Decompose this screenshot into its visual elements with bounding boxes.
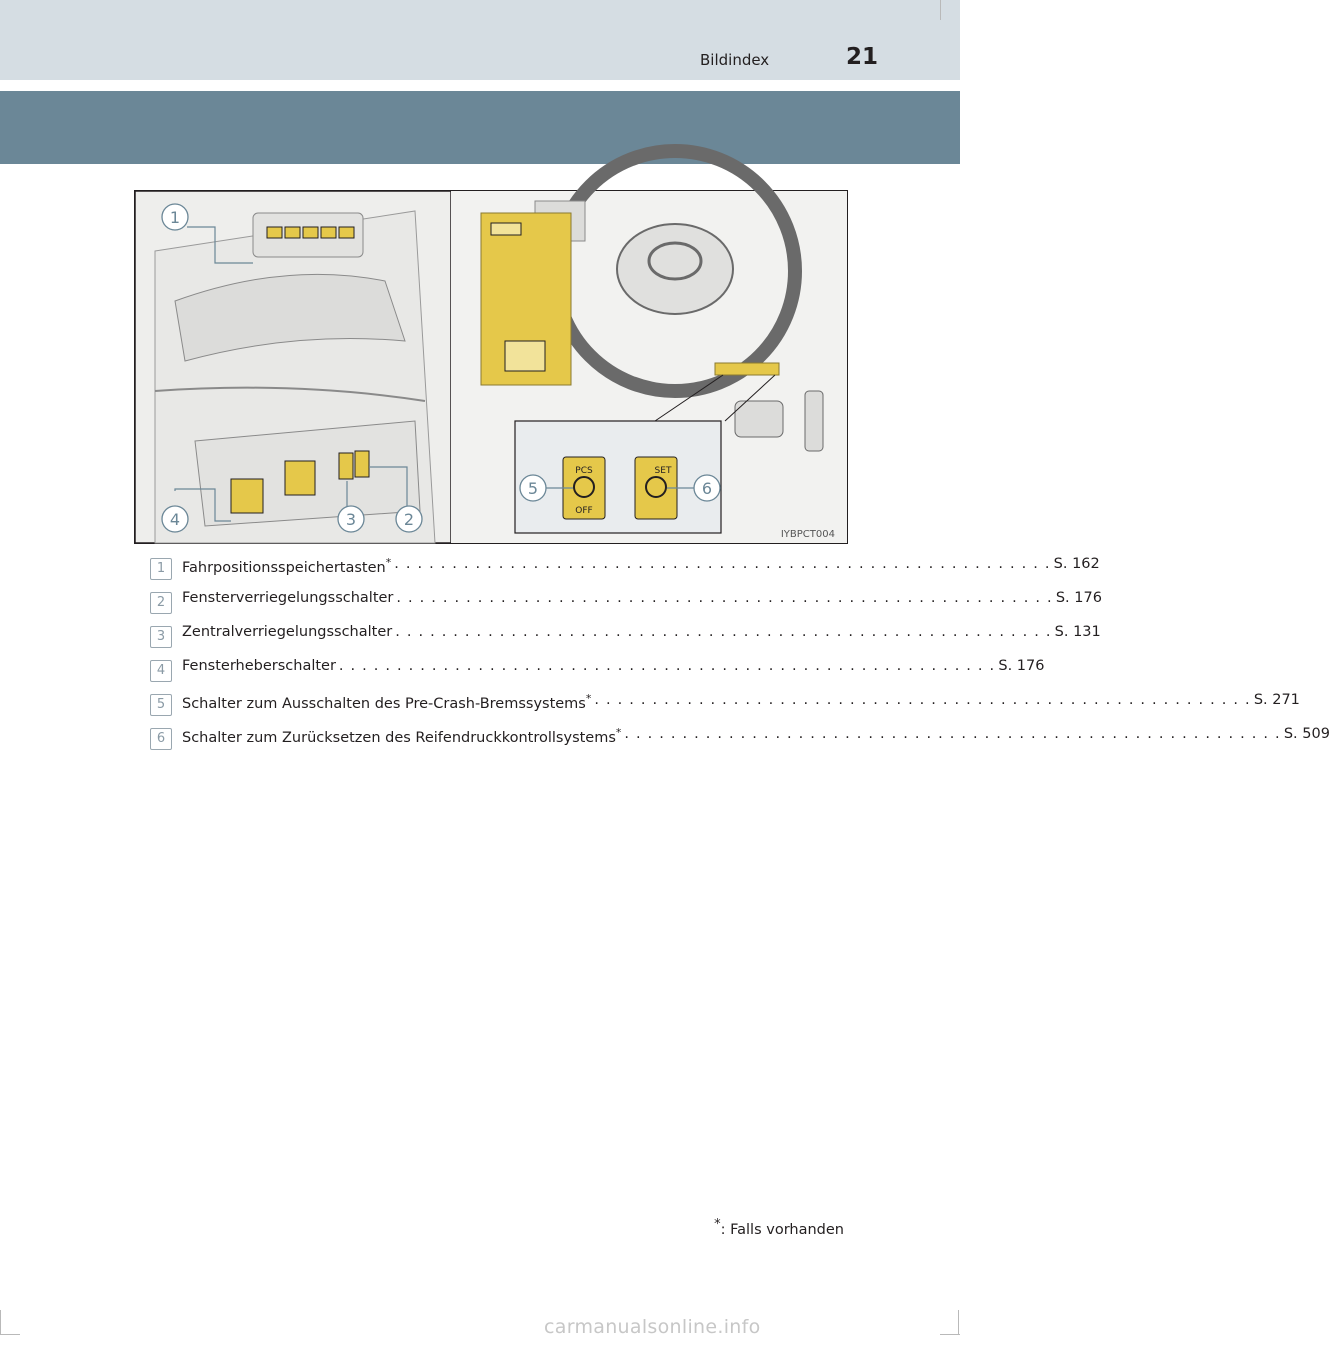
- callout-1: 1: [169, 208, 181, 227]
- callout-3: 3: [345, 510, 357, 529]
- leader-dots: . . . . . . . . . . . . . . . . . . . . . . . . . . . . . . . . . . . . . . . . . . . . . . . . . . . . . . . . .: [594, 692, 1251, 708]
- item-number: 4: [150, 660, 172, 682]
- page-reference: S. 176: [1055, 590, 1102, 606]
- footnote: [714, 1217, 844, 1238]
- pcs-label: PCS: [575, 466, 593, 476]
- callout-6: 6: [701, 479, 713, 498]
- leader-dots: . . . . . . . . . . . . . . . . . . . . . . . . . . . . . . . . . . . . . . . . . . . . . . . . . . . . . . . . .: [624, 726, 1281, 742]
- page-number: 21: [846, 44, 879, 70]
- set-label: SET: [654, 466, 672, 476]
- list-item: [150, 726, 1330, 760]
- crop-mark: [940, 1334, 960, 1335]
- steering-hub: [617, 224, 733, 314]
- callout-5: 5: [527, 479, 539, 498]
- inset-memory-buttons: [491, 223, 521, 235]
- page-reference: S. 176: [998, 658, 1045, 674]
- memory-buttons: [267, 227, 354, 238]
- list-item: [150, 658, 1045, 692]
- item-number: 6: [150, 728, 172, 750]
- list-item: [150, 624, 1101, 658]
- item-number: 1: [150, 558, 172, 580]
- leader-dots: . . . . . . . . . . . . . . . . . . . . . . . . . . . . . . . . . . . . . . . . . . . . . . . . . . . . . . . . .: [395, 624, 1052, 640]
- watermark: carmanualsonline.info: [544, 1316, 761, 1338]
- leader-dots: . . . . . . . . . . . . . . . . . . . . . . . . . . . . . . . . . . . . . . . . . . . . . . . . . . . . . . . . .: [396, 590, 1053, 606]
- switch-inset: [515, 421, 721, 533]
- item-index-list: [150, 556, 1330, 760]
- item-number: 2: [150, 592, 172, 614]
- item-label: Fensterheberschalter: [182, 658, 336, 674]
- header-band: [0, 0, 960, 80]
- switch-location-marker: [715, 363, 779, 375]
- crop-mark: [0, 1334, 20, 1335]
- list-item: [150, 692, 1300, 726]
- callout-4: 4: [169, 510, 181, 529]
- page-reference: S. 131: [1054, 624, 1101, 640]
- illustration-svg: [135, 191, 847, 543]
- brake-pedal: [735, 401, 783, 437]
- figure-code: IYBPCT004: [780, 529, 835, 540]
- crop-mark: [940, 0, 941, 20]
- list-item: [150, 556, 1100, 590]
- section-banner: [0, 91, 960, 164]
- item-label: Schalter zum Zurücksetzen des Reifendruckkontrollsystems: [182, 729, 616, 746]
- footnote-text: : Falls vorhanden: [720, 1221, 844, 1238]
- leader-dots: . . . . . . . . . . . . . . . . . . . . . . . . . . . . . . . . . . . . . . . . . . . . . . . . . . . . . . . . .: [338, 658, 996, 674]
- item-label: Schalter zum Ausschalten des Pre-Crash-Bremssystems: [182, 695, 586, 712]
- off-label: OFF: [575, 506, 593, 516]
- footnote-star: *: [615, 726, 622, 739]
- dashboard-illustration: [134, 190, 848, 544]
- item-label: Fensterverriegelungsschalter: [182, 590, 394, 606]
- page-reference: S. 509: [1283, 726, 1330, 742]
- inset-window-switches: [505, 341, 545, 371]
- item-number: 3: [150, 626, 172, 648]
- leader-dots: . . . . . . . . . . . . . . . . . . . . . . . . . . . . . . . . . . . . . . . . . . . . . . . . . . . . . . . . .: [394, 556, 1051, 572]
- section-title: Bildindex: [700, 51, 770, 69]
- list-item: [150, 590, 1102, 624]
- footnote-star: *: [385, 556, 392, 569]
- page-reference: S. 271: [1253, 692, 1300, 708]
- footnote-star: *: [714, 1217, 721, 1232]
- callout-2: 2: [403, 510, 415, 529]
- crop-mark: [958, 1310, 959, 1335]
- item-number: 5: [150, 694, 172, 716]
- crop-mark: [0, 1310, 1, 1335]
- item-label: Zentralverriegelungsschalter: [182, 624, 393, 640]
- page-reference: S. 162: [1053, 556, 1100, 572]
- item-label: Fahrpositionsspeichertasten: [182, 559, 386, 576]
- accelerator-pedal: [805, 391, 823, 451]
- footnote-star: *: [585, 692, 592, 705]
